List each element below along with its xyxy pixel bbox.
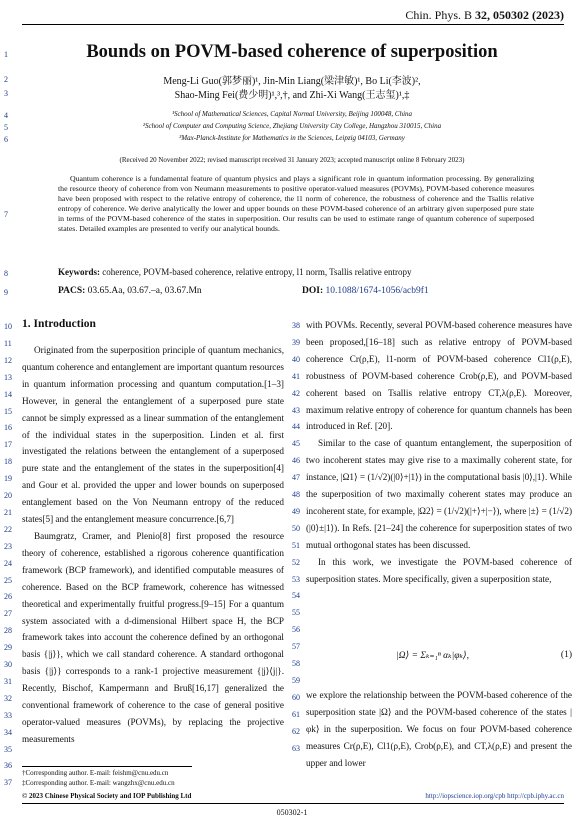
line-number: 63 [292, 743, 300, 753]
doi-link[interactable]: 10.1088/1674-1056/acb9f1 [325, 286, 429, 296]
paper-title: Bounds on POVM-based coherence of superposition [86, 42, 498, 62]
line-number: 28 [4, 626, 12, 636]
line-number: 21 [4, 507, 12, 517]
equation-body: |Ω⟩ = Σₖ₌₁ⁿ αₖ|φₖ⟩, [396, 651, 470, 661]
line-number: 9 [4, 288, 8, 297]
line-number: 62 [292, 726, 300, 736]
line-number: 37 [4, 778, 12, 788]
right-column-continued: we explore the relationship between the POVM-based coherence of the superposition state |Ω⟩ and the POVM-based coherence of the states |φk⟩ in the superposition. We focus on four POVM-based coherence measures Cr(ρ,E), Cl1(ρ,E), Crob(ρ,E), and CT,λ(ρ,E) and present the upper and lower [306, 690, 572, 768]
line-number: 49 [292, 506, 300, 516]
line-number: 42 [292, 388, 300, 398]
line-number: 26 [4, 592, 12, 602]
line-number: 7 [4, 210, 8, 219]
affiliation-3: ³Max-Planck-Institute for Mathematics in the Sciences, Leipzig 04103, Germany [179, 134, 405, 142]
line-number: 52 [292, 557, 300, 567]
line-number: 60 [292, 692, 300, 702]
doi [302, 286, 429, 296]
journal-header [405, 8, 564, 23]
line-number: 41 [292, 371, 300, 381]
line-number: 13 [4, 372, 12, 382]
line-number: 15 [4, 406, 12, 416]
line-number: 4 [4, 111, 8, 120]
line-number: 31 [4, 676, 12, 686]
received-dates: (Received 20 November 2022; revised manuscript received 31 January 2023; accepted manuscript online 8 February 2023) [119, 156, 465, 164]
keywords-label: Keywords: [58, 267, 100, 277]
page-number: 050302-1 [276, 808, 308, 817]
line-number: 23 [4, 541, 12, 551]
line-number: 6 [4, 135, 8, 144]
journal-name: Chin. Phys. B [405, 8, 472, 22]
line-number: 38 [292, 321, 300, 330]
pacs-label: PACS: [58, 286, 86, 296]
line-number: 2 [4, 75, 8, 84]
equation-number: (1) [560, 650, 572, 660]
line-number: 8 [4, 269, 8, 278]
line-number: 51 [292, 540, 300, 550]
keywords [58, 267, 412, 277]
line-number: 16 [4, 423, 12, 433]
line-number: 34 [4, 727, 12, 737]
line-number: 48 [292, 490, 300, 499]
line-number: 50 [292, 523, 300, 533]
line-number: 22 [4, 524, 12, 534]
line-number: 46 [292, 456, 300, 466]
pacs-codes: 03.65.Aa, 03.67.–a, 03.67.Mn [87, 286, 202, 296]
header-rule [22, 24, 564, 25]
line-number: 33 [4, 710, 12, 720]
line-number: 43 [292, 405, 300, 415]
line-number: 17 [4, 440, 12, 450]
doi-label: DOI: [302, 286, 324, 296]
line-number: 11 [4, 338, 12, 348]
line-number: 20 [4, 491, 12, 500]
footer-rule [22, 803, 564, 804]
footnote-2: ‡Corresponding author. E-mail: wangzhx@cnu.edu.cn [22, 779, 175, 787]
paragraph: In this work, we investigate the POVM-based coherence of superposition states. More specifically, given a superposition state, [306, 556, 572, 584]
paragraph: Originated from the superposition principle of quantum mechanics, quantum coherence and entanglement are important quantum resources in quantum information processing and quantum computation.[1–3] However, in general the entanglement of a superposed pure state cannot be simply expressed as a linear summation of the entanglement of the individual states in the superposition. Linden et al. first investigated the relations between the entanglement of a superposed pure state and the entanglement of the states in the superposition[4] and Gour et al. provided the upper and lower bounds on superposed entanglement based on the Von Neumann entropy of the reduced states[5] and the entanglement measure concurrence.[6,7] [22, 345, 284, 525]
footnote-1: †Corresponding author. E-mail: feishm@cnu.edu.cn [22, 769, 169, 777]
paragraph: Baumgratz, Cramer, and Plenio[8] first proposed the resource theory of coherence, established a rigorous coherence quantification framework (BCP framework), and identified computable measures of coherence. Based on the BCP framework, coherence has witnessed theoretical and experimentally fruitful progress.[9–15] For a quantum system associated with a d-dimensional Hilbert space H, the BCP framework takes into account the coherence defined by an orthogonal basis {|j⟩}, which we call standard coherence. A standard orthogonal basis {|j⟩} corresponds to a rank-1 projective measurement {|j⟩⟨j|}. Recently, Bischof, Kampermann and Bruß[16,17] generalized the conventional framework of coherence to the case of general positive operator-valued measures (POVMs), by replacing the projective measurements [22, 530, 284, 744]
line-number: 44 [292, 422, 300, 432]
journal-urls[interactable]: http://iopscience.iop.org/cpb http://cpb.iphy.ac.cn [425, 792, 564, 800]
copyright: © 2023 Chinese Physical Society and IOP Publishing Ltd [22, 792, 192, 800]
line-number: 3 [4, 89, 8, 98]
line-number: 59 [292, 675, 300, 685]
footnote-rule [22, 766, 192, 767]
line-number: 47 [292, 473, 300, 483]
line-number: 58 [292, 659, 300, 668]
line-number: 36 [4, 761, 12, 771]
line-number: 45 [292, 439, 300, 449]
author-line-2: Shao-Ming Fei(费少明)¹,³,†, and Zhi-Xi Wang(王志玺)¹,‡ [174, 90, 410, 101]
line-number: 30 [4, 660, 12, 669]
line-number: 10 [4, 322, 12, 331]
right-column [306, 317, 572, 588]
line-number: 18 [4, 457, 12, 467]
line-number: 1 [4, 50, 8, 59]
abstract: Quantum coherence is a fundamental feature of quantum physics and plays a significant role in quantum information processing. By generalizing the resource theory of coherence from von Neumann measurements to positive operator-valued measures (POVMs), POVM-based coherence measures have been proposed with respect to the relative entropy of coherence, the l1 norm of coherence, the robustness of coherence and the Tsallis relative entropy of coherence. We derive analytically the lower and upper bounds on these POVM-based coherence of an arbitrary given superposed pure state in terms of the POVM-based coherence of the states in superposition. Our results can be used to estimate range of quantum coherence of superposed states. Detailed examples are presented to verify our analytical bounds. [58, 174, 534, 234]
line-number: 35 [4, 744, 12, 754]
section-heading: 1. Introduction [22, 318, 96, 330]
line-number: 32 [4, 693, 12, 703]
author-line-1: Meng-Li Guo(郭梦丽)¹, Jin-Min Liang(梁津敏)¹, Bo Li(李波)², [163, 76, 421, 87]
line-number: 12 [4, 355, 12, 365]
line-number: 56 [292, 625, 300, 635]
pacs [58, 286, 202, 296]
paragraph: with POVMs. Recently, several POVM-based coherence measures have been proposed,[16–18] such as relative entropy of POVM-based coherence Cr(ρ,E), l1-norm of POVM-based coherence Cl1(ρ,E), robustness of POVM-based coherence Crob(ρ,E), and POVM-based coherent based on Tsallis relative entropy CT,λ(ρ,E). Moreover, maximum relative entropy of coherence for quantum channels has been introduced in Ref. [20]. [306, 320, 572, 432]
line-number: 19 [4, 474, 12, 484]
affiliation-2: ²School of Computer and Computing Science, Zhejiang University City College, Hangzhou 310015, China [142, 122, 442, 130]
line-number: 61 [292, 709, 300, 719]
line-number: 27 [4, 609, 12, 619]
left-column [22, 342, 284, 748]
affiliation-1: ¹School of Mathematical Sciences, Capital Normal University, Beijing 100048, China [171, 110, 413, 118]
line-number: 24 [4, 558, 12, 568]
line-number: 29 [4, 643, 12, 653]
line-number: 53 [292, 574, 300, 584]
line-number: 54 [292, 591, 300, 601]
line-number: 14 [4, 389, 12, 399]
line-number: 57 [292, 642, 300, 652]
paragraph: Similar to the case of quantum entanglement, the superposition of two incoherent states may give rise to a maximally coherent state, for instance, |Ω1⟩ = (1/√2)(|0⟩+|1⟩) in the computational basis |0⟩,|1⟩. While the superposition of two maximally coherent states may produce an incoherent state, for example, |Ω2⟩ = (1/√2)(|+⟩+|−⟩), where |±⟩ = (1/√2)(|0⟩±|1⟩). In Refs. [21–24] the coherence for superposition states of two mutual orthogonal states has been discussed. [306, 438, 572, 550]
keywords-text: coherence, POVM-based coherence, relative entropy, l1 norm, Tsallis relative entropy [102, 267, 412, 277]
volume-info: 32, 050302 (2023) [475, 8, 564, 22]
line-number: 39 [292, 337, 300, 347]
line-number: 55 [292, 608, 300, 618]
line-number: 40 [292, 354, 300, 364]
line-number: 5 [4, 123, 8, 132]
line-number: 25 [4, 575, 12, 585]
